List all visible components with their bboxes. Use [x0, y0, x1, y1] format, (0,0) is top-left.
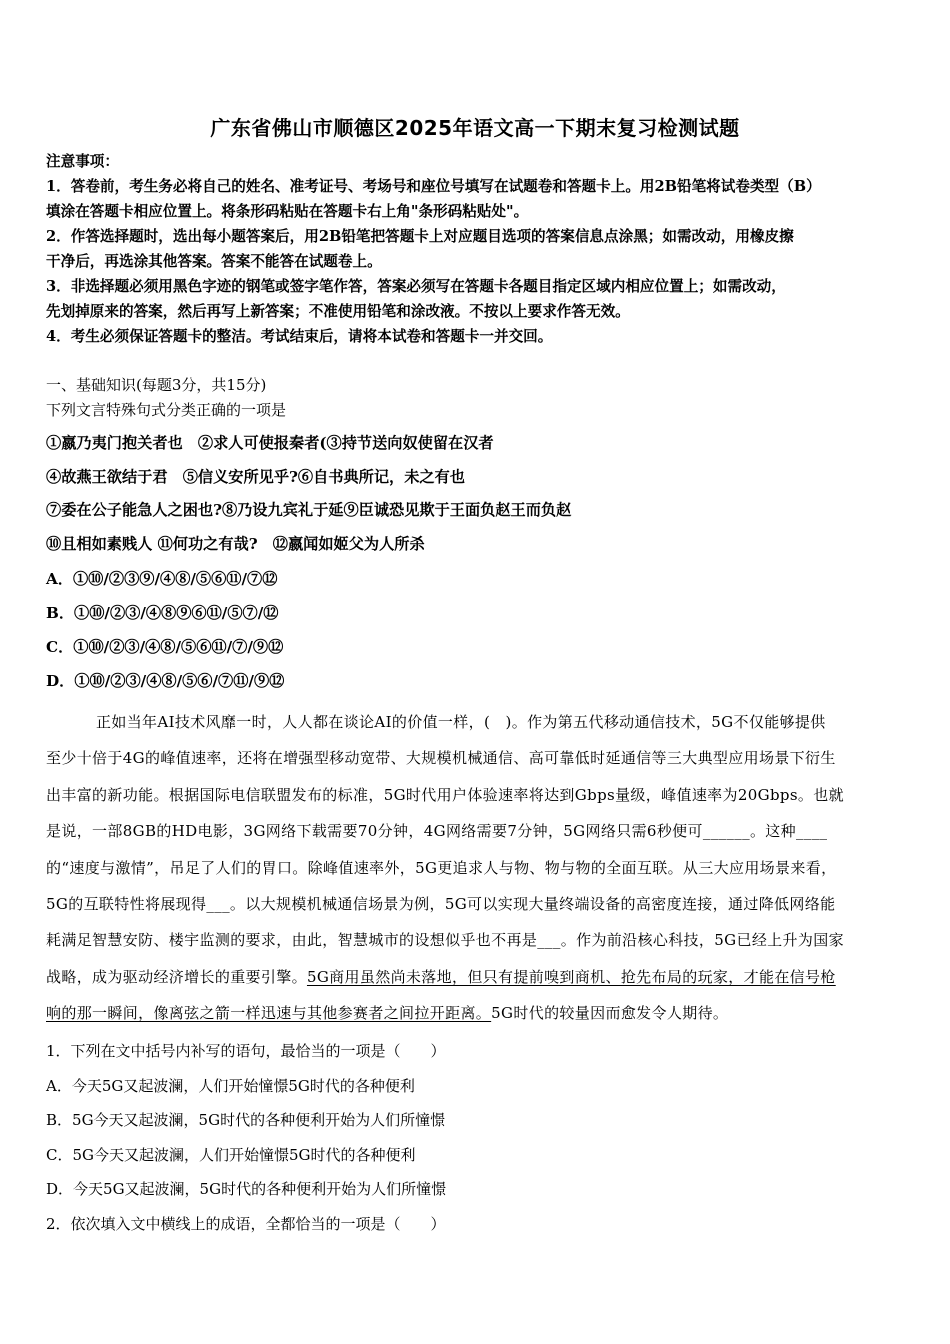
option-b: B．5G今天又起波澜，5G时代的各种便利开始为人们所憧憬	[46, 1111, 446, 1129]
option-d: D．今天5G又起波澜，5G时代的各种便利开始为人们所憧憬	[46, 1180, 447, 1198]
option-a: A．今天5G又起波澜，人们开始憧憬5G时代的各种便利	[46, 1076, 415, 1095]
notice-line: 填涂在答题卡相应位置上。将条形码粘贴在答题卡右上角"条形码粘贴处"。	[46, 203, 529, 220]
option-c: C．5G今天又起波澜，人们开始憧憬5G时代的各种便利	[46, 1145, 416, 1164]
sentence-group: ④故燕王欲结于君 ⑤信义安所见乎?⑥自书典所记，未之有也	[46, 467, 465, 486]
notice-line: 2．作答选择题时，选出每小题答案后，用2B铅笔把答题卡上对应题目选项的答案信息点涂黑；如需改动，用橡皮擦	[46, 228, 794, 245]
notice-line: 干净后，再选涂其他答案。答案不能答在试题卷上。	[46, 253, 382, 270]
question-stem: 1．下列在文中括号内补写的语句，最恰当的一项是（ ）	[46, 1042, 446, 1060]
passage-line: 正如当年AI技术风靡一时，人人都在谈论AI的价值一样，( )。作为第五代移动通信技术，5G不仅能够提供	[96, 713, 826, 731]
passage-line: 至少十倍于4G的峰值速率，还将在增强型移动宽带、大规模机械通信、高可靠低时延通信等三大典型应用场景下衍生	[46, 749, 836, 768]
notice-heading: 注意事项：	[46, 153, 119, 170]
answer-choices	[46, 562, 908, 698]
choice-c: C．①⑩/②③/④⑧/⑤⑥⑪/⑦/⑨⑫	[46, 638, 284, 656]
passage-line	[46, 959, 908, 995]
section-basic-knowledge	[46, 373, 908, 423]
notice-line: 1．答卷前，考生务必将自己的姓名、准考证号、考场号和座位号填写在试题卷和答题卡上。用2B铅笔将试卷类型（B）	[46, 178, 821, 195]
passage-line: 是说，一部8GB的HD电影，3G网络下载需要70分钟，4G网络需要7分钟，5G网络只需6秒便可______。这种____	[46, 822, 828, 841]
passage-line: 耗满足智慧安防、楼宇监测的要求，由此，智慧城市的设想似乎也不再是___。作为前沿核心科技，5G已经上升为国家	[46, 931, 844, 950]
notice-line: 4．考生必须保证答题卡的整洁。考试结束后，请将本试卷和答题卡一并交回。	[46, 328, 553, 345]
sentence-group: ⑩且相如素贱人 ⑪何功之有哉? ⑫嬴闻如姬父为人所杀	[46, 534, 425, 553]
passage-line: 的“速度与激情”，吊足了人们的胃口。除峰值速率外，5G更追求人与物、物与物的全面互联。从三大应用场景来看，	[46, 858, 837, 877]
choice-d: D．①⑩/②③/④⑧/⑤⑥/⑦⑪/⑨⑫	[46, 672, 285, 690]
notice-section	[46, 149, 908, 349]
notice-line: 先划掉原来的答案，然后再写上新答案；不准使用铅笔和涂改液。不按以上要求作答无效。	[46, 303, 630, 320]
question-1	[46, 1034, 908, 1241]
sentence-group: ①嬴乃夷门抱关者也 ②求人可使报秦者(③持节送向奴使留在汉者	[46, 434, 494, 452]
passage-text: 5G时代的较量因而愈发令人期待。	[491, 1004, 729, 1023]
passage-line	[46, 995, 908, 1031]
choice-b: B．①⑩/②③/④⑧⑨⑥⑪/⑤⑦/⑫	[46, 604, 279, 622]
passage-text: 战略，成为驱动经济增长的重要引擎。	[46, 967, 307, 986]
sentence-list	[46, 427, 908, 561]
underlined-sentence: 响的那一瞬间，像离弦之箭一样迅速与其他参赛者之间拉开距离。	[46, 1004, 492, 1023]
choice-a: A．①⑩/②③⑨/④⑧/⑤⑥⑪/⑦⑫	[46, 570, 278, 588]
question-stem: 下列文言特殊句式分类正确的一项是	[46, 401, 287, 419]
section-heading: 一、基础知识(每题3分，共15分)	[46, 376, 267, 394]
sentence-group: ⑦委在公子能急人之困也?⑧乃设九宾礼于延⑨臣诚恐见欺于王面负赵王而负赵	[46, 501, 572, 519]
notice-line: 3．非选择题必须用黑色字迹的钢笔或签字笔作答，答案必须写在答题卡各题目指定区域内相应位置上；如需改动，	[46, 278, 786, 295]
reading-passage	[46, 704, 908, 1032]
passage-line: 5G的互联特性将展现得___。以大规模机械通信场景为例，5G可以实现大量终端设备的高密度连接，通过降低网络能	[46, 895, 836, 914]
underlined-sentence: 5G商用虽然尚未落地，但只有提前嗅到商机、抢先布局的玩家，才能在信号枪	[306, 967, 836, 986]
question-2-stem: 2．依次填入文中横线上的成语，全都恰当的一项是（ ）	[46, 1214, 446, 1233]
page-title: 广东省佛山市顺德区2025年语文高一下期末复习检测试题	[210, 116, 740, 140]
passage-line: 出丰富的新功能。根据国际电信联盟发布的标准，5G时代用户体验速率将达到Gbps量级，峰值速率为20Gbps。也就	[46, 785, 844, 804]
